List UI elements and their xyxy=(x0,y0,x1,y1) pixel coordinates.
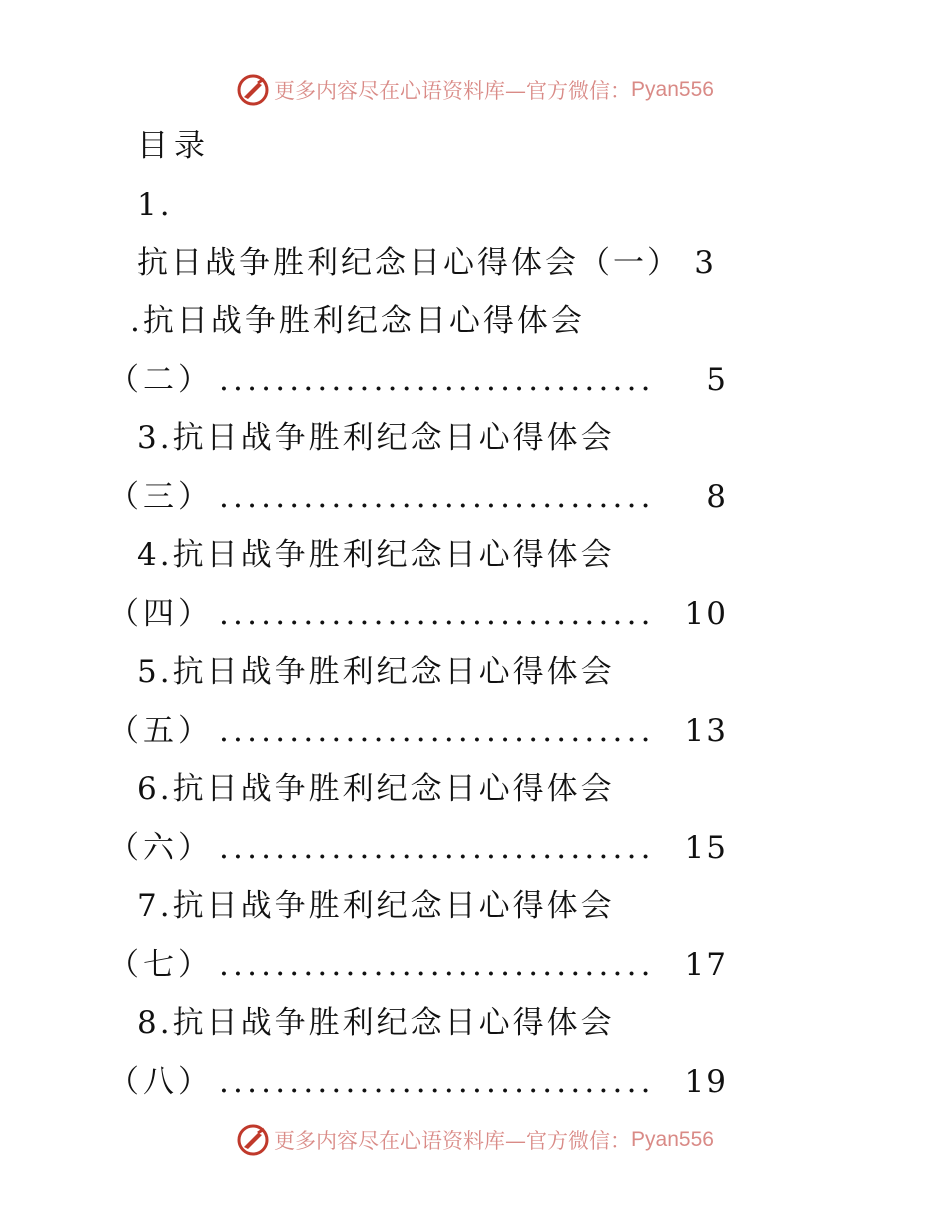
pen-logo-icon xyxy=(236,1123,270,1157)
watermark-text: 更多内容尽在心语资料库—官方微信： xyxy=(274,79,632,103)
toc-entry-paren: （八） xyxy=(108,1064,213,1100)
toc-entry-page: 8 xyxy=(706,479,728,515)
toc-leader-dots: ............................... xyxy=(219,1064,655,1100)
toc-entry-1 xyxy=(137,243,727,283)
toc-entry-4-leader xyxy=(108,594,728,634)
toc-entry-page: 10 xyxy=(684,596,728,632)
toc-entry-8-leader xyxy=(108,1062,728,1102)
toc-entry-paren: （五） xyxy=(108,713,213,749)
toc-entry-2-leader xyxy=(108,360,728,400)
toc-entry-paren: （六） xyxy=(108,830,213,866)
toc-entry-6-heading: 6.抗日战争胜利纪念日心得体会 xyxy=(137,771,615,807)
toc-leader-dots: ............................... xyxy=(219,713,655,749)
toc-entry-number: 1. xyxy=(137,187,173,223)
toc-entry-page: 17 xyxy=(684,947,728,983)
toc-entry-paren: （三） xyxy=(108,479,213,515)
toc-entry-8-heading: 8.抗日战争胜利纪念日心得体会 xyxy=(137,1005,615,1041)
toc-entry-page: 3 xyxy=(694,245,717,281)
toc-leader-dots: ............................... xyxy=(219,596,655,632)
watermark-id: Pyan556 xyxy=(631,78,714,101)
toc-leader-dots: ............................... xyxy=(219,479,655,515)
footer-watermark xyxy=(0,1120,950,1160)
watermark-id: Pyan556 xyxy=(631,1128,714,1151)
toc-leader-dots: ............................... xyxy=(219,830,655,866)
toc-entry-paren: （四） xyxy=(108,596,213,632)
toc-entry-page: 19 xyxy=(684,1064,728,1100)
toc-leader-dots: ............................... xyxy=(219,947,655,983)
pen-logo-icon xyxy=(236,73,270,107)
header-watermark xyxy=(0,70,950,110)
toc-entry-7-leader xyxy=(108,945,728,985)
toc-entry-3-heading: 3.抗日战争胜利纪念日心得体会 xyxy=(137,420,615,456)
toc-entry-7-heading: 7.抗日战争胜利纪念日心得体会 xyxy=(137,888,615,924)
toc-entry-5-heading: 5.抗日战争胜利纪念日心得体会 xyxy=(137,654,615,690)
toc-entry-heading: 抗日战争胜利纪念日心得体会（一） xyxy=(137,245,681,281)
toc-entry-page: 15 xyxy=(684,830,728,866)
toc-entry-paren: （二） xyxy=(108,362,213,398)
toc-entry-paren: （七） xyxy=(108,947,213,983)
toc-entry-4-heading: 4.抗日战争胜利纪念日心得体会 xyxy=(137,537,615,573)
toc-leader-dots: ............................... xyxy=(219,362,655,398)
watermark-text: 更多内容尽在心语资料库—官方微信： xyxy=(274,1129,632,1153)
toc-title: 目录 xyxy=(137,128,211,164)
toc-entry-6-leader xyxy=(108,828,728,868)
toc-entry-2-heading: .抗日战争胜利纪念日心得体会 xyxy=(130,303,585,339)
toc-entry-3-leader xyxy=(108,477,728,517)
toc-entry-page: 5 xyxy=(706,362,728,398)
toc-entry-5-leader xyxy=(108,711,728,751)
toc-entry-page: 13 xyxy=(684,713,728,749)
